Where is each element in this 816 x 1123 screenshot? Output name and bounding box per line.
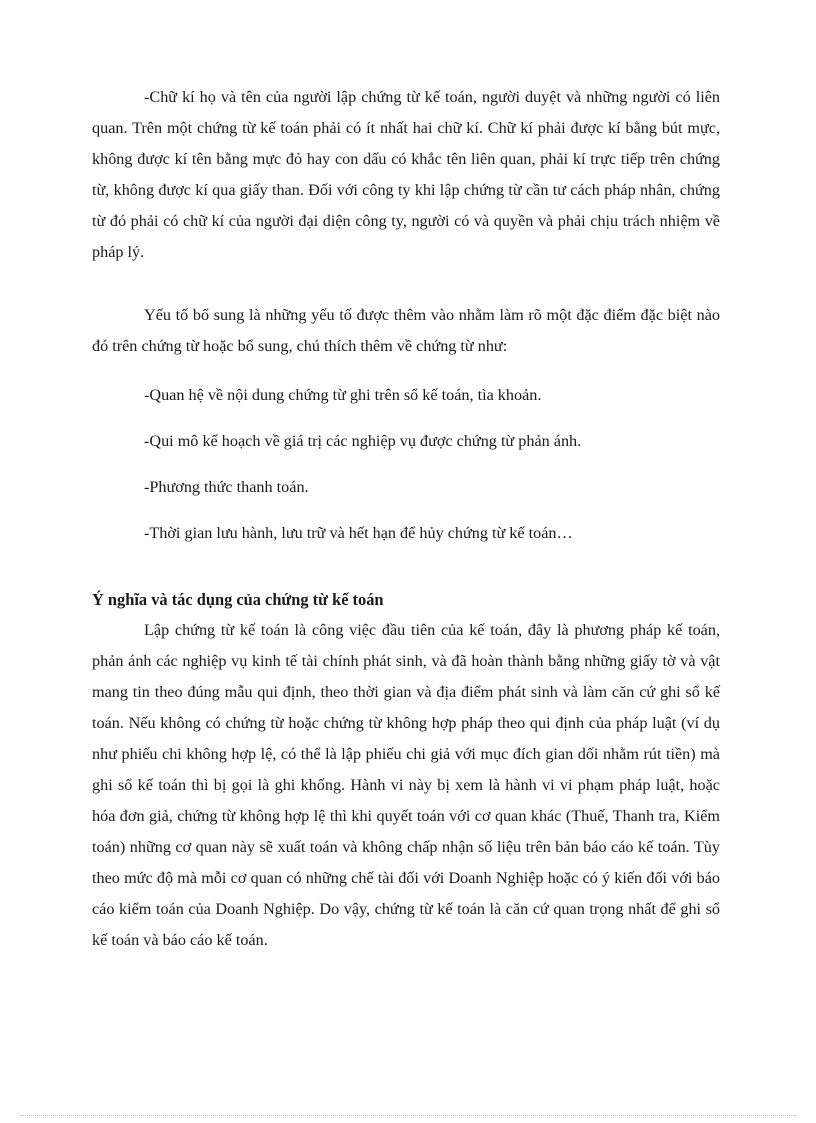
list-item-retention-time: -Thời gian lưu hành, lưu trữ và hết hạn để hủy chứng từ kế toán… [144,524,573,542]
page-bottom-divider [20,1115,796,1116]
paragraph-supplementary-elements: Yếu tố bổ sung là những yếu tố được thêm vào nhằm làm rõ một đặc điểm đặc biệt nào đó trên chứng từ hoặc bổ sung, chú thích thêm về chứng từ như: [92,306,720,355]
paragraph-signature-requirements: -Chữ kí họ và tên của người lập chứng từ kế toán, người duyệt và những người có liên quan. Trên một chứng từ kế toán phải có ít nhất hai chữ kí. Chữ kí phải được kí bằng bút mực, không được kí tên bằng mực đỏ hay con dấu có khắc tên liên quan, phải kí trực tiếp trên chứng từ, không được kí qua giấy than. Đối với công ty khi lập chứng từ cần tư cách pháp nhân, chứng từ đó phải có chữ kí của người đại diện công ty, người có và quyền và phải chịu trách nhiệm về pháp lý. [92,88,720,261]
list-item-payment-method: -Phương thức thanh toán. [144,478,309,496]
list-item-content-relation: -Quan hệ về nội dung chứng từ ghi trên sổ kế toán, tìa khoản. [144,386,542,404]
section-heading: Ý nghĩa và tác dụng của chứng từ kế toán [92,590,384,609]
list-item-plan-scale: -Qui mô kế hoạch về giá trị các nghiệp vụ được chứng từ phản ánh. [144,432,582,450]
paragraph-meaning-and-effect: Lập chứng từ kế toán là công việc đầu tiên của kế toán, đây là phương pháp kế toán, phản ánh các nghiệp vụ kinh tế tài chính phát sinh, và đã hoàn thành bằng những giấy tờ và vật mang tin theo đúng mẫu qui định, theo thời gian và địa điểm phát sinh và làm căn cứ ghi sổ kế toán. Nếu không có chứng từ hoặc chứng từ không hợp pháp theo qui định của pháp luật (ví dụ như phiếu chi không hợp lệ, có thể là lập phiếu chi giả với mục đích gian dối nhằm rút tiền) mà ghi sổ kế toán thì bị gọi là ghi khống. Hành vi này bị xem là hành vi vi phạm pháp luật, hoặc hóa đơn giả, chứng từ không hợp lệ thì khi quyết toán với cơ quan khác (Thuế, Thanh tra, Kiểm toán) những cơ quan này sẽ xuất toán và không chấp nhận số liệu trên bản báo cáo kế toán. Tùy theo mức độ mà mỗi cơ quan có những chế tài đối với Doanh Nghiệp hoặc có ý kiến đối với báo cáo kiểm toán của Doanh Nghiệp. Do vậy, chứng từ kế toán là căn cứ quan trọng nhất để ghi sổ kế toán và báo cáo kế toán. [92,621,720,949]
